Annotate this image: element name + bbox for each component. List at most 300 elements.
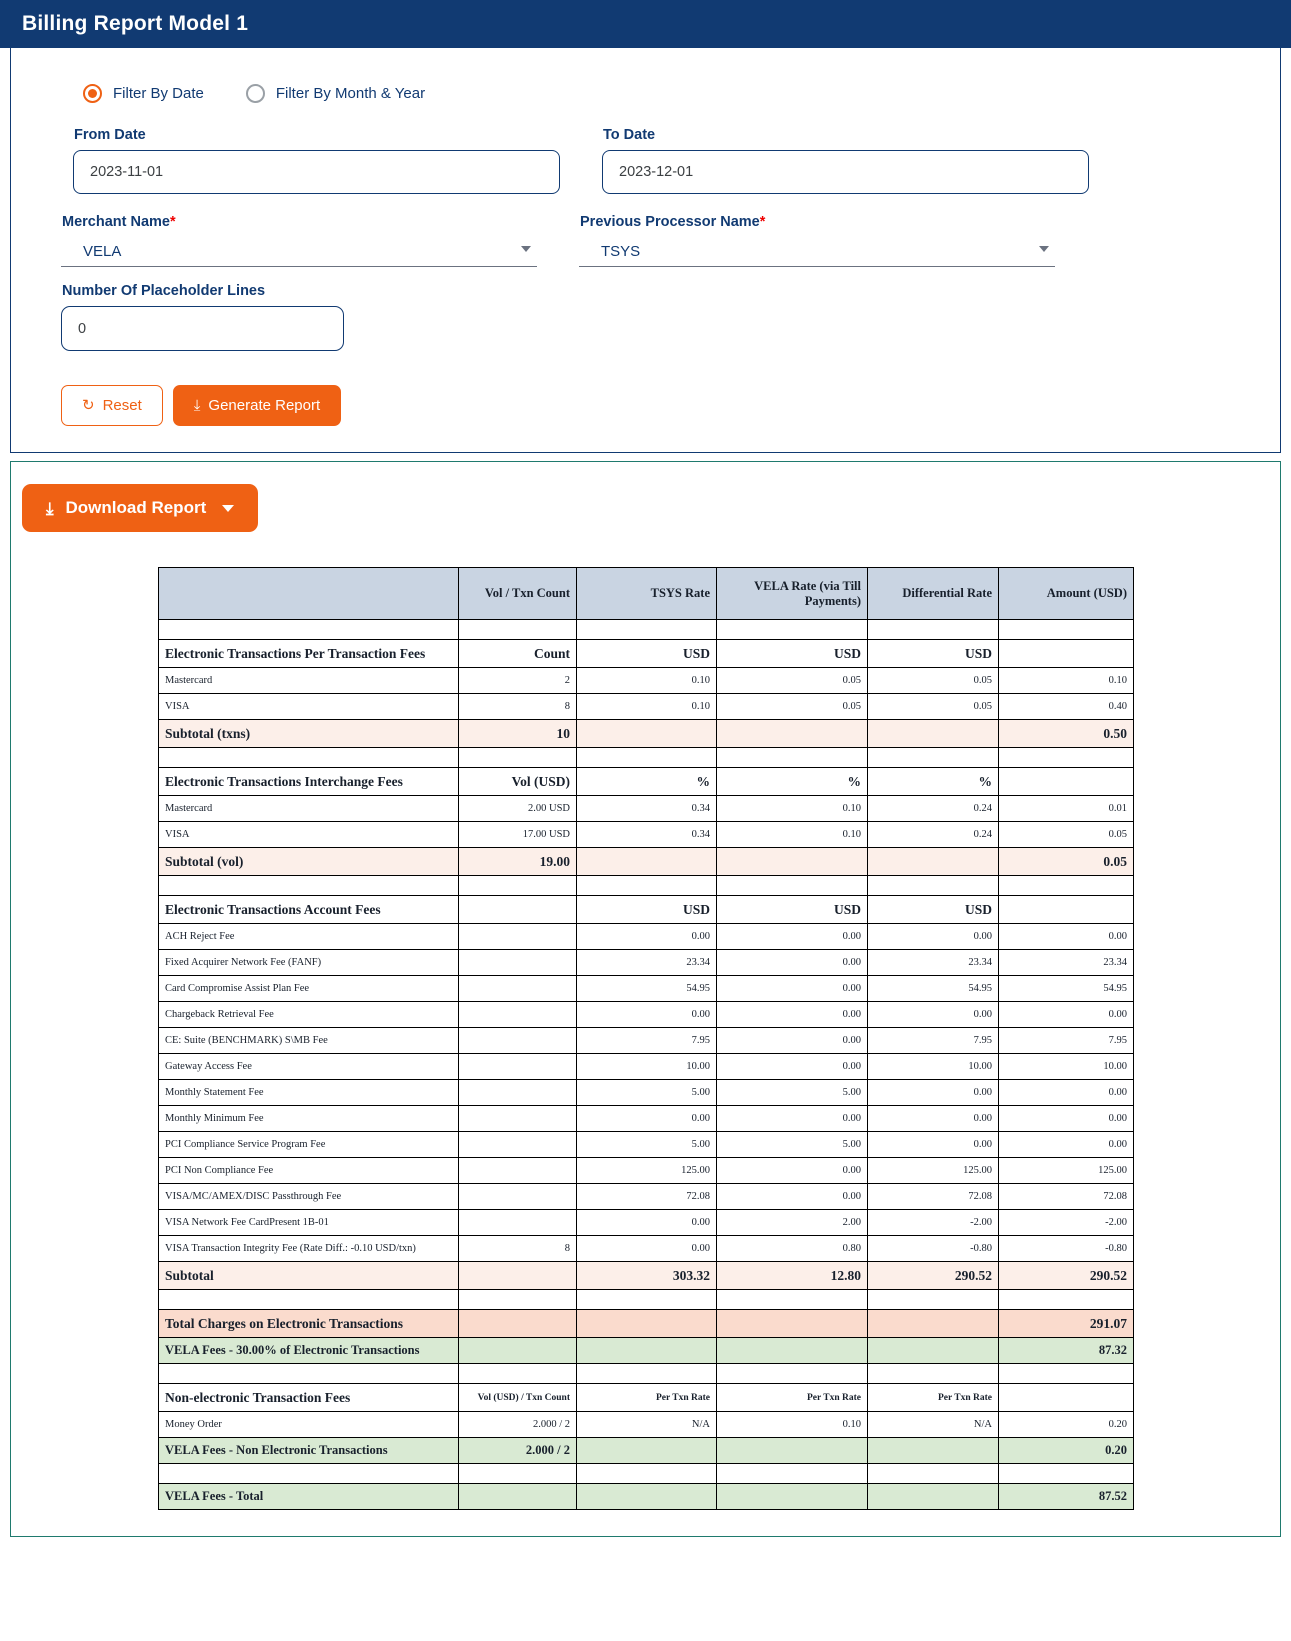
previous-processor-group xyxy=(579,208,1055,267)
row-value-cell xyxy=(868,1484,999,1510)
download-report-button[interactable] xyxy=(22,484,258,532)
report-panel xyxy=(10,461,1281,1537)
row-value-cell xyxy=(999,748,1134,768)
row-value-cell: -2.00 xyxy=(868,1210,999,1236)
row-value-cell xyxy=(459,1080,577,1106)
row-value-cell: 0.24 xyxy=(868,822,999,848)
row-value-cell: 0.05 xyxy=(868,668,999,694)
merchant-name-label xyxy=(62,214,537,230)
row-label-cell: Subtotal (vol) xyxy=(159,848,459,876)
to-date-label: To Date xyxy=(603,127,656,143)
row-value-cell xyxy=(717,620,868,640)
row-value-cell: Vol (USD) / Txn Count xyxy=(459,1384,577,1412)
download-icon: ⤓ xyxy=(193,397,201,414)
filter-mode-radio-group xyxy=(83,84,1250,103)
row-value-cell xyxy=(868,1438,999,1464)
row-value-cell: N/A xyxy=(868,1412,999,1438)
row-value-cell: 0.80 xyxy=(717,1236,868,1262)
table-row xyxy=(159,950,1134,976)
row-value-cell: 17.00 USD xyxy=(459,822,577,848)
row-value-cell: 0.00 xyxy=(999,1080,1134,1106)
row-label-cell xyxy=(159,876,459,896)
row-value-cell: 0.00 xyxy=(717,950,868,976)
generate-report-button-label: Generate Report xyxy=(208,397,321,414)
row-label-cell: CE: Suite (BENCHMARK) S\MB Fee xyxy=(159,1028,459,1054)
placeholder-lines-group xyxy=(61,283,1250,351)
table-row xyxy=(159,1484,1134,1510)
merchant-name-select-wrap[interactable] xyxy=(61,237,537,267)
row-label-cell: Gateway Access Fee xyxy=(159,1054,459,1080)
row-value-cell: 0.05 xyxy=(717,668,868,694)
row-value-cell xyxy=(459,1158,577,1184)
filter-panel xyxy=(10,48,1281,453)
row-value-cell xyxy=(577,1290,717,1310)
row-value-cell: 0.10 xyxy=(717,796,868,822)
date-range-row xyxy=(73,121,1250,194)
row-value-cell xyxy=(459,1184,577,1210)
row-value-cell xyxy=(868,720,999,748)
row-value-cell: 291.07 xyxy=(999,1310,1134,1338)
report-table-header-row xyxy=(159,568,1134,620)
row-value-cell xyxy=(459,1106,577,1132)
table-row xyxy=(159,1106,1134,1132)
row-value-cell xyxy=(999,896,1134,924)
row-value-cell xyxy=(459,1290,577,1310)
row-value-cell: 0.00 xyxy=(717,1106,868,1132)
previous-processor-select-wrap[interactable] xyxy=(579,237,1055,267)
reset-button-label: Reset xyxy=(102,397,142,414)
row-value-cell: 10 xyxy=(459,720,577,748)
download-report-button-label: Download Report xyxy=(65,498,207,517)
row-value-cell xyxy=(868,1338,999,1364)
report-col-header-3: VELA Rate (via Till Payments) xyxy=(717,568,868,620)
row-value-cell xyxy=(459,1338,577,1364)
row-label-cell: Card Compromise Assist Plan Fee xyxy=(159,976,459,1002)
merchant-processor-row xyxy=(61,208,1250,267)
row-value-cell xyxy=(459,620,577,640)
row-value-cell: -0.80 xyxy=(999,1236,1134,1262)
row-value-cell: Count xyxy=(459,640,577,668)
table-row xyxy=(159,1002,1134,1028)
row-value-cell: 125.00 xyxy=(577,1158,717,1184)
row-value-cell: 0.10 xyxy=(717,822,868,848)
table-row xyxy=(159,1054,1134,1080)
row-label-cell: PCI Non Compliance Fee xyxy=(159,1158,459,1184)
table-row xyxy=(159,1158,1134,1184)
row-value-cell: 0.00 xyxy=(868,1106,999,1132)
previous-processor-label-text: Previous Processor Name xyxy=(580,214,760,230)
table-row xyxy=(159,668,1134,694)
row-value-cell: Per Txn Rate xyxy=(717,1384,868,1412)
row-label-cell: Electronic Transactions Interchange Fees xyxy=(159,768,459,796)
table-row xyxy=(159,748,1134,768)
row-value-cell: 8 xyxy=(459,1236,577,1262)
row-value-cell xyxy=(577,1364,717,1384)
row-value-cell: Per Txn Rate xyxy=(868,1384,999,1412)
row-value-cell: 0.20 xyxy=(999,1438,1134,1464)
to-date-input[interactable] xyxy=(602,150,1089,194)
row-value-cell: 12.80 xyxy=(717,1262,868,1290)
row-value-cell: 0.05 xyxy=(868,694,999,720)
row-value-cell xyxy=(459,1262,577,1290)
row-value-cell xyxy=(459,1464,577,1484)
row-value-cell xyxy=(868,848,999,876)
row-value-cell: 5.00 xyxy=(717,1132,868,1158)
merchant-name-select[interactable] xyxy=(61,237,537,267)
row-value-cell: 0.05 xyxy=(999,848,1134,876)
row-value-cell xyxy=(459,876,577,896)
row-value-cell: 0.00 xyxy=(868,1002,999,1028)
row-value-cell xyxy=(717,1338,868,1364)
row-value-cell: % xyxy=(717,768,868,796)
row-value-cell xyxy=(868,1464,999,1484)
row-label-cell: Monthly Minimum Fee xyxy=(159,1106,459,1132)
row-value-cell: 0.00 xyxy=(868,924,999,950)
row-value-cell: USD xyxy=(717,896,868,924)
row-value-cell: N/A xyxy=(577,1412,717,1438)
row-value-cell: 0.10 xyxy=(999,668,1134,694)
row-value-cell xyxy=(999,768,1134,796)
row-value-cell: 72.08 xyxy=(577,1184,717,1210)
table-row xyxy=(159,694,1134,720)
row-value-cell xyxy=(868,876,999,896)
from-date-input[interactable] xyxy=(73,150,560,194)
page-title: Billing Report Model 1 xyxy=(22,12,249,35)
row-value-cell xyxy=(717,1464,868,1484)
row-value-cell xyxy=(459,1002,577,1028)
row-value-cell xyxy=(717,848,868,876)
row-value-cell: USD xyxy=(868,640,999,668)
row-value-cell: 2 xyxy=(459,668,577,694)
row-value-cell: 125.00 xyxy=(868,1158,999,1184)
billing-report-table xyxy=(158,567,1134,1510)
report-col-header-5: Amount (USD) xyxy=(999,568,1134,620)
row-label-cell: Subtotal xyxy=(159,1262,459,1290)
refresh-icon: ↻ xyxy=(82,397,95,414)
row-value-cell xyxy=(717,1364,868,1384)
table-row xyxy=(159,1262,1134,1290)
table-row xyxy=(159,1384,1134,1412)
row-value-cell xyxy=(577,848,717,876)
table-row xyxy=(159,1412,1134,1438)
row-value-cell: -2.00 xyxy=(999,1210,1134,1236)
row-label-cell: Chargeback Retrieval Fee xyxy=(159,1002,459,1028)
row-value-cell: 10.00 xyxy=(999,1054,1134,1080)
row-value-cell: 0.50 xyxy=(999,720,1134,748)
download-icon: ⤓ xyxy=(46,498,54,518)
row-label-cell xyxy=(159,620,459,640)
row-value-cell: % xyxy=(577,768,717,796)
table-row xyxy=(159,768,1134,796)
table-row xyxy=(159,1290,1134,1310)
report-table-wrap xyxy=(158,567,1133,1510)
merchant-name-label-text: Merchant Name xyxy=(62,214,170,230)
row-label-cell xyxy=(159,748,459,768)
row-value-cell xyxy=(459,896,577,924)
row-label-cell: ACH Reject Fee xyxy=(159,924,459,950)
row-value-cell: 0.10 xyxy=(577,668,717,694)
previous-processor-select[interactable] xyxy=(579,237,1055,267)
report-col-header-1: Vol / Txn Count xyxy=(459,568,577,620)
row-value-cell: 0.34 xyxy=(577,822,717,848)
row-value-cell: USD xyxy=(717,640,868,668)
row-value-cell xyxy=(459,1028,577,1054)
merchant-name-group xyxy=(61,208,537,267)
from-date-label: From Date xyxy=(74,127,146,143)
row-value-cell xyxy=(459,1210,577,1236)
row-value-cell xyxy=(577,1484,717,1510)
chevron-down-icon[interactable] xyxy=(1039,246,1049,252)
row-value-cell xyxy=(459,1364,577,1384)
row-value-cell: 0.00 xyxy=(577,1210,717,1236)
row-value-cell: 2.00 xyxy=(717,1210,868,1236)
row-value-cell: 87.32 xyxy=(999,1338,1134,1364)
row-value-cell: 7.95 xyxy=(577,1028,717,1054)
row-value-cell xyxy=(459,924,577,950)
row-value-cell: 7.95 xyxy=(999,1028,1134,1054)
table-row xyxy=(159,1184,1134,1210)
row-value-cell xyxy=(868,748,999,768)
row-label-cell: Subtotal (txns) xyxy=(159,720,459,748)
row-value-cell: 0.00 xyxy=(577,1236,717,1262)
row-value-cell xyxy=(577,1464,717,1484)
from-date-group xyxy=(73,121,560,194)
row-value-cell: 5.00 xyxy=(577,1080,717,1106)
table-row xyxy=(159,1464,1134,1484)
row-value-cell: 0.00 xyxy=(999,924,1134,950)
filter-actions xyxy=(61,385,1250,426)
table-row xyxy=(159,848,1134,876)
table-row xyxy=(159,640,1134,668)
previous-processor-required-asterisk: * xyxy=(759,214,766,230)
row-value-cell xyxy=(717,1290,868,1310)
row-value-cell: 2.000 / 2 xyxy=(459,1412,577,1438)
row-value-cell: 23.34 xyxy=(999,950,1134,976)
row-value-cell xyxy=(999,640,1134,668)
row-label-cell xyxy=(159,1290,459,1310)
row-value-cell: 290.52 xyxy=(868,1262,999,1290)
row-value-cell xyxy=(717,876,868,896)
row-value-cell: 7.95 xyxy=(868,1028,999,1054)
radio-filter-by-month-year[interactable] xyxy=(246,84,425,103)
row-value-cell xyxy=(868,1290,999,1310)
row-value-cell xyxy=(577,876,717,896)
row-value-cell: 0.00 xyxy=(999,1002,1134,1028)
table-row xyxy=(159,1132,1134,1158)
table-row xyxy=(159,720,1134,748)
row-value-cell: 0.00 xyxy=(717,1002,868,1028)
row-value-cell: 0.00 xyxy=(717,1158,868,1184)
row-value-cell: 0.40 xyxy=(999,694,1134,720)
row-value-cell: 5.00 xyxy=(717,1080,868,1106)
row-value-cell xyxy=(717,748,868,768)
row-value-cell xyxy=(577,1438,717,1464)
generate-report-button[interactable] xyxy=(173,385,341,426)
report-col-header-2: TSYS Rate xyxy=(577,568,717,620)
row-value-cell: 303.32 xyxy=(577,1262,717,1290)
chevron-down-icon[interactable] xyxy=(521,246,531,252)
row-label-cell: Mastercard xyxy=(159,668,459,694)
row-label-cell xyxy=(159,1464,459,1484)
row-value-cell: 0.00 xyxy=(717,1184,868,1210)
row-label-cell: Total Charges on Electronic Transactions xyxy=(159,1310,459,1338)
row-label-cell: Money Order xyxy=(159,1412,459,1438)
row-value-cell: 2.00 USD xyxy=(459,796,577,822)
table-row xyxy=(159,1236,1134,1262)
row-value-cell: 0.00 xyxy=(717,924,868,950)
row-label-cell: Fixed Acquirer Network Fee (FANF) xyxy=(159,950,459,976)
row-value-cell xyxy=(459,950,577,976)
table-row xyxy=(159,1210,1134,1236)
report-col-header-0 xyxy=(159,568,459,620)
row-value-cell: 54.95 xyxy=(577,976,717,1002)
radio-filter-by-date-label: Filter By Date xyxy=(113,85,204,102)
row-value-cell xyxy=(999,1384,1134,1412)
radio-filter-by-date[interactable] xyxy=(83,84,204,103)
row-value-cell: 0.00 xyxy=(577,924,717,950)
report-table-head xyxy=(159,568,1134,620)
row-value-cell: 10.00 xyxy=(577,1054,717,1080)
row-value-cell xyxy=(459,1132,577,1158)
row-value-cell: 0.20 xyxy=(999,1412,1134,1438)
table-row xyxy=(159,876,1134,896)
row-value-cell: 290.52 xyxy=(999,1262,1134,1290)
row-label-cell: VISA xyxy=(159,694,459,720)
row-value-cell xyxy=(999,620,1134,640)
row-value-cell: 8 xyxy=(459,694,577,720)
row-value-cell: 0.34 xyxy=(577,796,717,822)
row-value-cell: 72.08 xyxy=(999,1184,1134,1210)
row-value-cell: 0.05 xyxy=(999,822,1134,848)
row-value-cell: Vol (USD) xyxy=(459,768,577,796)
table-row xyxy=(159,1438,1134,1464)
placeholder-lines-label: Number Of Placeholder Lines xyxy=(62,283,266,299)
row-value-cell: 0.10 xyxy=(717,1412,868,1438)
row-value-cell: 54.95 xyxy=(999,976,1134,1002)
row-value-cell xyxy=(717,1484,868,1510)
row-value-cell: 0.10 xyxy=(577,694,717,720)
row-label-cell: Electronic Transactions Per Transaction Fees xyxy=(159,640,459,668)
row-value-cell: 0.00 xyxy=(999,1106,1134,1132)
row-label-cell: VISA Transaction Integrity Fee (Rate Diff.: -0.10 USD/txn) xyxy=(159,1236,459,1262)
row-value-cell: USD xyxy=(577,640,717,668)
radio-filter-by-month-year-label: Filter By Month & Year xyxy=(275,85,426,102)
table-row xyxy=(159,1028,1134,1054)
row-label-cell: VISA Network Fee CardPresent 1B-01 xyxy=(159,1210,459,1236)
row-value-cell: % xyxy=(868,768,999,796)
report-table-body xyxy=(159,620,1134,1510)
table-row xyxy=(159,796,1134,822)
row-value-cell: 0.00 xyxy=(868,1132,999,1158)
row-value-cell: 0.00 xyxy=(717,976,868,1002)
row-label-cell: VELA Fees - 30.00% of Electronic Transactions xyxy=(159,1338,459,1364)
chevron-down-icon[interactable] xyxy=(222,505,234,512)
placeholder-lines-input[interactable] xyxy=(61,306,344,351)
radio-filter-by-month-year-icon[interactable] xyxy=(246,84,265,103)
row-value-cell xyxy=(577,748,717,768)
reset-button[interactable] xyxy=(61,385,163,426)
row-value-cell: Per Txn Rate xyxy=(577,1384,717,1412)
row-value-cell: 0.00 xyxy=(999,1132,1134,1158)
table-row xyxy=(159,620,1134,640)
row-value-cell xyxy=(717,720,868,748)
previous-processor-label xyxy=(580,214,1055,230)
row-value-cell xyxy=(459,976,577,1002)
merchant-name-value: VELA xyxy=(83,243,122,260)
row-value-cell: 0.00 xyxy=(717,1028,868,1054)
radio-filter-by-date-icon[interactable] xyxy=(83,84,102,103)
row-value-cell: 0.05 xyxy=(717,694,868,720)
row-value-cell xyxy=(999,1290,1134,1310)
row-value-cell xyxy=(577,1338,717,1364)
table-row xyxy=(159,1364,1134,1384)
row-value-cell xyxy=(459,1484,577,1510)
table-row xyxy=(159,1080,1134,1106)
row-value-cell xyxy=(999,1364,1134,1384)
row-value-cell: 0.00 xyxy=(717,1054,868,1080)
row-value-cell xyxy=(459,748,577,768)
table-row xyxy=(159,1338,1134,1364)
row-label-cell: VELA Fees - Total xyxy=(159,1484,459,1510)
row-value-cell xyxy=(459,1310,577,1338)
row-value-cell: 72.08 xyxy=(868,1184,999,1210)
row-value-cell xyxy=(868,1364,999,1384)
row-value-cell xyxy=(868,620,999,640)
to-date-group xyxy=(602,121,1089,194)
row-value-cell: 0.01 xyxy=(999,796,1134,822)
row-value-cell xyxy=(577,720,717,748)
merchant-name-required-asterisk: * xyxy=(169,214,176,230)
table-row xyxy=(159,896,1134,924)
row-value-cell xyxy=(999,1464,1134,1484)
table-row xyxy=(159,924,1134,950)
row-value-cell xyxy=(577,1310,717,1338)
report-col-header-4: Differential Rate xyxy=(868,568,999,620)
table-row xyxy=(159,1310,1134,1338)
row-value-cell: 0.00 xyxy=(577,1002,717,1028)
row-value-cell: 10.00 xyxy=(868,1054,999,1080)
row-value-cell: 23.34 xyxy=(868,950,999,976)
row-value-cell: 23.34 xyxy=(577,950,717,976)
row-label-cell: PCI Compliance Service Program Fee xyxy=(159,1132,459,1158)
row-value-cell: -0.80 xyxy=(868,1236,999,1262)
row-value-cell: USD xyxy=(577,896,717,924)
row-label-cell: Electronic Transactions Account Fees xyxy=(159,896,459,924)
row-label-cell: Mastercard xyxy=(159,796,459,822)
row-label-cell: Non-electronic Transaction Fees xyxy=(159,1384,459,1412)
row-label-cell: VELA Fees - Non Electronic Transactions xyxy=(159,1438,459,1464)
row-value-cell xyxy=(577,620,717,640)
row-label-cell xyxy=(159,1364,459,1384)
row-value-cell: 0.00 xyxy=(577,1106,717,1132)
row-value-cell: 5.00 xyxy=(577,1132,717,1158)
row-value-cell: 19.00 xyxy=(459,848,577,876)
row-value-cell xyxy=(999,876,1134,896)
row-label-cell: VISA/MC/AMEX/DISC Passthrough Fee xyxy=(159,1184,459,1210)
row-value-cell xyxy=(717,1310,868,1338)
row-label-cell: Monthly Statement Fee xyxy=(159,1080,459,1106)
row-value-cell: 0.00 xyxy=(868,1080,999,1106)
row-value-cell: 54.95 xyxy=(868,976,999,1002)
row-value-cell: 2.000 / 2 xyxy=(459,1438,577,1464)
row-value-cell xyxy=(717,1438,868,1464)
row-value-cell xyxy=(868,1310,999,1338)
row-value-cell xyxy=(459,1054,577,1080)
table-row xyxy=(159,822,1134,848)
table-row xyxy=(159,976,1134,1002)
row-value-cell: 0.24 xyxy=(868,796,999,822)
app-title-bar xyxy=(0,0,1291,48)
